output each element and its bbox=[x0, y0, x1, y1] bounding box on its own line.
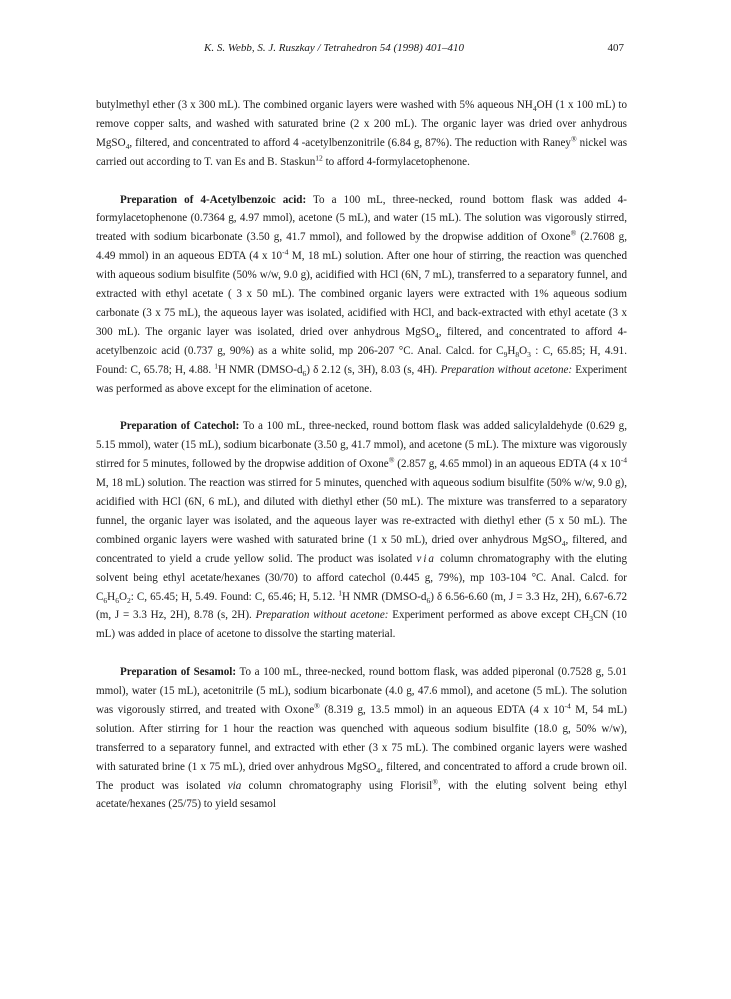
paragraph-sesamol bbox=[96, 663, 627, 814]
subscript: 2 bbox=[126, 595, 131, 605]
text-run: (8.319 g, 13.5 mmol) in an aqueous EDTA (4 x 10 bbox=[319, 703, 565, 716]
running-header bbox=[96, 42, 624, 58]
paragraph-continuation bbox=[96, 96, 627, 172]
superscript: 1 bbox=[214, 360, 218, 370]
superscript: -4 bbox=[282, 247, 289, 257]
registered-mark: ® bbox=[570, 134, 577, 144]
text-run: H bbox=[507, 344, 516, 357]
section-title: Preparation of Catechol: bbox=[120, 420, 240, 433]
text-run: : C, 65.45; H, 5.49. Found: C, 65.46; H, 5.12. bbox=[130, 590, 339, 603]
text-run: ) δ 2.12 (s, 3H), 8.03 (s, 4H). bbox=[306, 363, 441, 376]
italic-note: Preparation without acetone: bbox=[255, 609, 389, 622]
text-run: M, 18 mL) solution. After one hour of stirring, the reaction was quenched with aqueous sodium bisulfite (50% w/w, 9.0 g), acidified with HCl (6N, 7 mL), transferred to a separatory funnel, and extracted with ethyl acetate ( 3 x 50 mL). The combined organic layers were extracted with 1% aqueous sodium carbonate (3 x 75 mL), the aqueous layer was isolated, acidified with HCl, and back-extracted with ethyl acetate (3 x 300 mL). The organic layer was isolated, dried over anhydrous MgSO bbox=[96, 250, 628, 338]
subscript: 9 bbox=[503, 349, 508, 359]
text-run: Experiment was performed as above except for the elimination of acetone. bbox=[96, 363, 627, 395]
superscript: -4 bbox=[564, 701, 571, 711]
text-run: , filtered, and concentrated to afford a crude brown oil. The product was isolated bbox=[96, 760, 627, 792]
paragraph-acetylbenzoic-acid bbox=[96, 191, 627, 399]
text-run: , filtered, and concentrated to yield a crude yellow solid. The product was isolated bbox=[96, 533, 627, 565]
text-run: (2.7608 g, 4.49 mmol) in an aqueous EDTA (4 x 10 bbox=[96, 231, 627, 263]
text-run: butylmethyl ether (3 x 300 mL). The combined organic layers were washed with 5% aqueous NH bbox=[96, 99, 533, 111]
registered-mark: ® bbox=[388, 455, 395, 465]
subscript: 4 bbox=[532, 104, 537, 114]
subscript: 4 bbox=[561, 539, 566, 549]
italic-note: Preparation without acetone: bbox=[440, 363, 573, 376]
text-run: ) δ 6.56-6.60 (m, J = 3.3 Hz, 2H), 6.67-6.72 (m, J = 3.3 Hz, 2H), 8.78 (s, 2H). bbox=[96, 590, 628, 622]
registered-mark: ® bbox=[432, 776, 438, 786]
text-run: column chromatography using Florisil bbox=[241, 779, 433, 792]
text-run: , filtered, and concentrated to afford 4 -acetylbenzonitrile (6.84 g, 87%). The reduction with Raney bbox=[129, 136, 571, 149]
text-run: M, 54 mL) solution. After stirring for 1 hour the reaction was quenched with aqueous sodium bisulfite (18.0 g, 50% w/w), transferred to a separatory funnel, and extracted with ether (3 x 75 mL). The combined organic layers were washed with saturated brine (1 x 75 mL), dried over anhydrous MgSO bbox=[96, 703, 627, 773]
subscript: 3 bbox=[527, 349, 531, 359]
subscript: 6 bbox=[426, 595, 431, 605]
text-run: , with the eluting solvent being ethyl acetate/hexanes (25/75) to yield sesamol bbox=[96, 779, 627, 811]
section-title: Preparation of Sesamol: bbox=[120, 666, 237, 679]
subscript: 6 bbox=[302, 368, 307, 378]
text-run: Experiment performed as above except CH bbox=[388, 609, 590, 622]
text-run: : C, 65.85; H, 4.91. Found: C, 65.78; H, 4.88. bbox=[96, 344, 628, 376]
registered-mark: ® bbox=[314, 701, 320, 711]
text-run: H NMR (DMSO-d bbox=[217, 363, 303, 376]
subscript: 4 bbox=[435, 331, 439, 341]
text-run: O bbox=[519, 344, 528, 357]
subscript: 6 bbox=[115, 595, 119, 605]
text-run: OH (1 x 100 mL) to remove copper salts, and washed with saturated brine (2 x 200 mL). The organic layer was dried over anhydrous MgSO bbox=[96, 99, 627, 149]
text-run: column chromatography with the eluting solvent being ethyl acetate/hexanes (30/70) to afford catechol (0.445 g, 79%), mp 103-104 °C. Anal. Calcd. for C bbox=[96, 552, 627, 603]
running-title: K. S. Webb, S. J. Ruszkay / Tetrahedron 54 (1998) 401–410 bbox=[204, 42, 465, 54]
registered-mark: ® bbox=[570, 228, 577, 238]
text-run: O bbox=[118, 590, 127, 603]
text-run: , filtered, and concentrated to afford 4-acetylbenzoic acid (0.737 g, 90%) as a white solid, mp 206-207 °C. Anal. Calcd. for C bbox=[96, 325, 628, 357]
reference-superscript: 12 bbox=[315, 153, 323, 163]
text-run: M, 18 mL) solution. The reaction was stirred for 5 minutes, quenched with aqueous sodium bisulfite (50% w/w, 9.0 g), acidified with HCl (6N, 6 mL), and diluted with diethyl ether (50 mL). The mixture was transferred to a separatory funnel, the organic layer was isolated, and the aqueous layer was re-extracted with diethyl ether (5 x 50 mL). The combined organic layers were washed with saturated brine (1 x 50 mL), dried over anhydrous MgSO bbox=[96, 477, 627, 546]
page-number: 407 bbox=[607, 42, 624, 54]
paragraph-catechol bbox=[96, 417, 627, 644]
text-run: nickel was carried out according to T. van Es and B. Staskun bbox=[96, 136, 628, 168]
subscript: 8 bbox=[515, 349, 520, 359]
subscript: 3 bbox=[589, 614, 593, 624]
superscript: -4 bbox=[620, 455, 628, 465]
italic-via: via bbox=[227, 779, 242, 792]
text-run: H NMR (DMSO-d bbox=[342, 590, 427, 603]
article-body bbox=[96, 96, 627, 814]
subscript: 4 bbox=[125, 142, 130, 152]
subscript: 6 bbox=[103, 595, 108, 605]
text-run: to afford 4-formylacetophenone. bbox=[322, 155, 470, 168]
italic-via: via bbox=[416, 552, 436, 565]
text-run: CN (10 mL) was added in place of acetone to dissolve the starting material. bbox=[96, 609, 627, 641]
superscript: 1 bbox=[338, 587, 343, 597]
text-run: (2.857 g, 4.65 mmol) in an aqueous EDTA (4 x 10 bbox=[394, 458, 621, 471]
subscript: 4 bbox=[376, 765, 381, 775]
text-run: H bbox=[107, 590, 116, 603]
text-run: To a 100 mL, three-necked, round bottom flask was added salicylaldehyde (0.629 g, 5.15 mmol), water (15 mL), sodium bicarbonate (3.50 g, 41.7 mmol), and acetone (5 mL). The mixture was vigorously stirred for 5 minutes, followed by the dropwise addition of Oxone bbox=[96, 420, 627, 471]
section-title: Preparation of 4-Acetylbenzoic acid: bbox=[120, 193, 307, 206]
text-run: To a 100 mL, three-necked, round bottom flask, was added piperonal (0.7528 g, 5.01 mmol), water (15 mL), acetonitrile (5 mL), sodium bicarbonate (4.0 g, 47.6 mmol), and acetone (5 mL). The solution was vigorously stirred, and treated with Oxone bbox=[96, 666, 627, 716]
text-run: To a 100 mL, three-necked, round bottom flask was added 4-formylacetophenone (0.7364 g, 4.97 mmol), acetone (5 mL), and water (15 mL). The solution was vigorously stirred, treated with sodium bicarbonate (3.50 g, 41.7 mmol), and followed by the dropwise addition of Oxone bbox=[96, 193, 627, 244]
